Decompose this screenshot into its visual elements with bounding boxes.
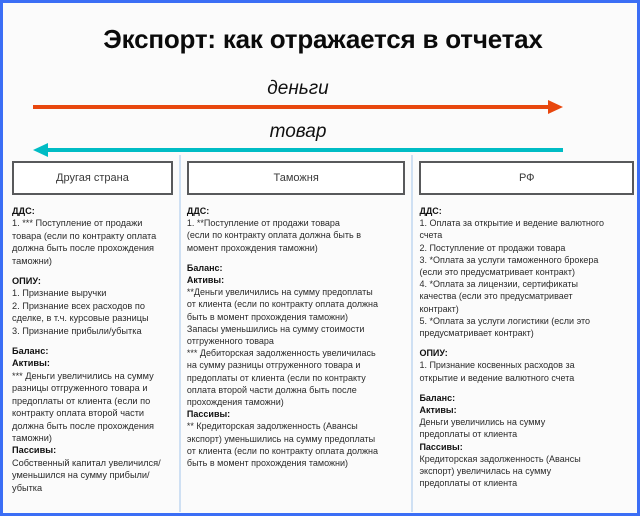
money-arrow-line xyxy=(33,105,549,109)
section-line: контракт) xyxy=(419,303,459,314)
page-title: Экспорт: как отражается в отчетах xyxy=(103,24,543,54)
section-block xyxy=(187,408,406,469)
section-line: предоплаты от клиента xyxy=(419,478,518,489)
column-other-country xyxy=(6,153,179,516)
section-line: открытие и ведение валютного счета xyxy=(419,372,575,383)
section-label: Баланс: xyxy=(12,346,49,357)
column-header-russia: РФ xyxy=(419,161,634,195)
section-line: таможни) xyxy=(12,255,52,266)
section-line: 4. *Оплата за лицензии, сертификаты xyxy=(419,279,578,290)
section-label: Активы: xyxy=(186,275,225,286)
section-line: **Деньги увеличились на сумму предоплаты xyxy=(186,287,373,298)
section-block xyxy=(419,441,634,490)
column-russia xyxy=(413,153,640,516)
section-line: убытка xyxy=(12,482,43,493)
section-line: 2. Поступление от продажи товара xyxy=(419,242,566,253)
section-label: Баланс: xyxy=(419,392,456,403)
columns-container xyxy=(6,153,640,516)
section-line: Деньги увеличились на сумму xyxy=(419,417,546,428)
section-label: Пассивы: xyxy=(186,409,231,420)
section-block xyxy=(12,275,173,337)
section-line: от клиента (если по контракту оплата должна xyxy=(186,299,379,310)
money-flow-arrow xyxy=(33,100,563,114)
column-body-other-country xyxy=(12,205,173,494)
section-label: Активы: xyxy=(419,405,457,416)
section-line: должна быть после прохождения xyxy=(12,243,155,254)
section-line: предусматривает контракт) xyxy=(419,328,534,339)
section-line: от клиента (если по контракту оплата должна xyxy=(186,445,379,456)
section-label: ДДС: xyxy=(12,206,35,216)
column-customs xyxy=(181,153,412,516)
section-block xyxy=(12,357,173,444)
flow-arrows xyxy=(33,77,563,145)
money-flow-label: деньги xyxy=(267,78,329,99)
section-line: *** Деньги увеличились на сумму xyxy=(12,370,154,381)
section-line: счета xyxy=(419,230,443,241)
section-label: ОПИУ: xyxy=(12,276,41,287)
section-label: Баланс: xyxy=(186,262,223,273)
goods-arrow-line xyxy=(47,148,563,152)
section-line: экспорт) уменьшились на сумму предоплаты xyxy=(186,433,376,444)
section-line: товара (если по контракту оплата xyxy=(12,230,157,241)
section-block xyxy=(12,444,173,494)
section-line: Собственный капитал увеличился/ xyxy=(12,457,161,468)
section-line: предоплаты от клиента (если по контракту xyxy=(186,372,366,383)
section-line: прохождения таможни) xyxy=(186,397,284,408)
section-line: должна быть после прохождения xyxy=(12,420,155,431)
section-line: на сумму разницы отгруженного товара и xyxy=(186,360,361,371)
section-line: 2. Признание всех расходов по xyxy=(12,300,145,311)
section-block xyxy=(187,205,406,254)
section-label: ОПИУ: xyxy=(419,348,448,359)
section-block xyxy=(419,347,634,384)
section-block xyxy=(187,262,406,274)
section-line: 1. Признание выручки xyxy=(12,288,107,299)
section-label: ДДС: xyxy=(186,206,210,216)
section-block xyxy=(187,274,406,408)
section-line: разницы отгруженного товара и xyxy=(12,383,148,394)
section-line: момент прохождения таможни) xyxy=(186,242,318,253)
section-line: предоплаты от клиента (если по xyxy=(12,395,151,406)
section-label: Пассивы: xyxy=(419,441,463,452)
section-label: Пассивы: xyxy=(12,445,57,456)
section-block xyxy=(419,205,634,339)
section-block xyxy=(12,205,173,267)
section-line: Кредиторская задолженность (Авансы xyxy=(419,453,581,464)
section-line: *** Дебиторская задолженность увеличилась xyxy=(186,348,376,359)
section-block xyxy=(419,404,634,441)
goods-flow-label: товар xyxy=(269,121,327,142)
section-line: качества (если это предусматривает xyxy=(419,291,573,302)
arrow-head-right-icon xyxy=(548,100,563,114)
section-line: оплата второй части должна быть после xyxy=(186,384,357,395)
section-line: 3. *Оплата за услуги таможенного брокера xyxy=(419,254,599,265)
section-line: (если это предусматривает контракт) xyxy=(419,267,575,278)
column-header-customs: Таможня xyxy=(187,161,406,195)
section-line: 1. **Поступление от продажи товара xyxy=(186,218,340,229)
section-line: быть в момент прохождения таможни) xyxy=(186,458,348,469)
section-line: быть в момент прохождения таможни) xyxy=(186,311,348,322)
column-body-customs xyxy=(187,205,406,469)
section-line: Запасы уменьшились на сумму стоимости xyxy=(186,323,365,334)
section-line: 5. *Оплата за услуги логистики (если это xyxy=(419,315,591,326)
section-line: таможни) xyxy=(12,432,52,443)
section-line: уменьшился на сумму прибыли/ xyxy=(12,470,150,481)
section-label: ДДС: xyxy=(419,206,442,216)
section-label: Активы: xyxy=(12,358,50,369)
column-body-russia xyxy=(419,205,634,489)
section-line: отгруженного товара xyxy=(186,336,274,347)
section-line: 1. Оплата за открытие и ведение валютного xyxy=(419,218,605,229)
section-line: экспорт) увеличилась на сумму xyxy=(419,466,552,477)
section-line: 3. Признание прибыли/убытка xyxy=(12,325,142,336)
section-line: сделке, в т.ч. курсовые разницы xyxy=(12,313,149,324)
section-line: контракту оплата второй части xyxy=(12,408,145,419)
column-header-other-country: Другая страна xyxy=(12,161,173,195)
section-line: 1. *** Поступление от продажи xyxy=(12,218,143,229)
section-line: (если по контракту оплата должна быть в xyxy=(186,230,361,241)
section-block xyxy=(419,392,634,404)
section-line: 1. Признание косвенных расходов за xyxy=(419,360,575,371)
section-line: предоплаты от клиента xyxy=(419,429,518,440)
section-line: ** Кредиторская задолженность (Авансы xyxy=(186,421,358,432)
section-block xyxy=(12,345,173,357)
